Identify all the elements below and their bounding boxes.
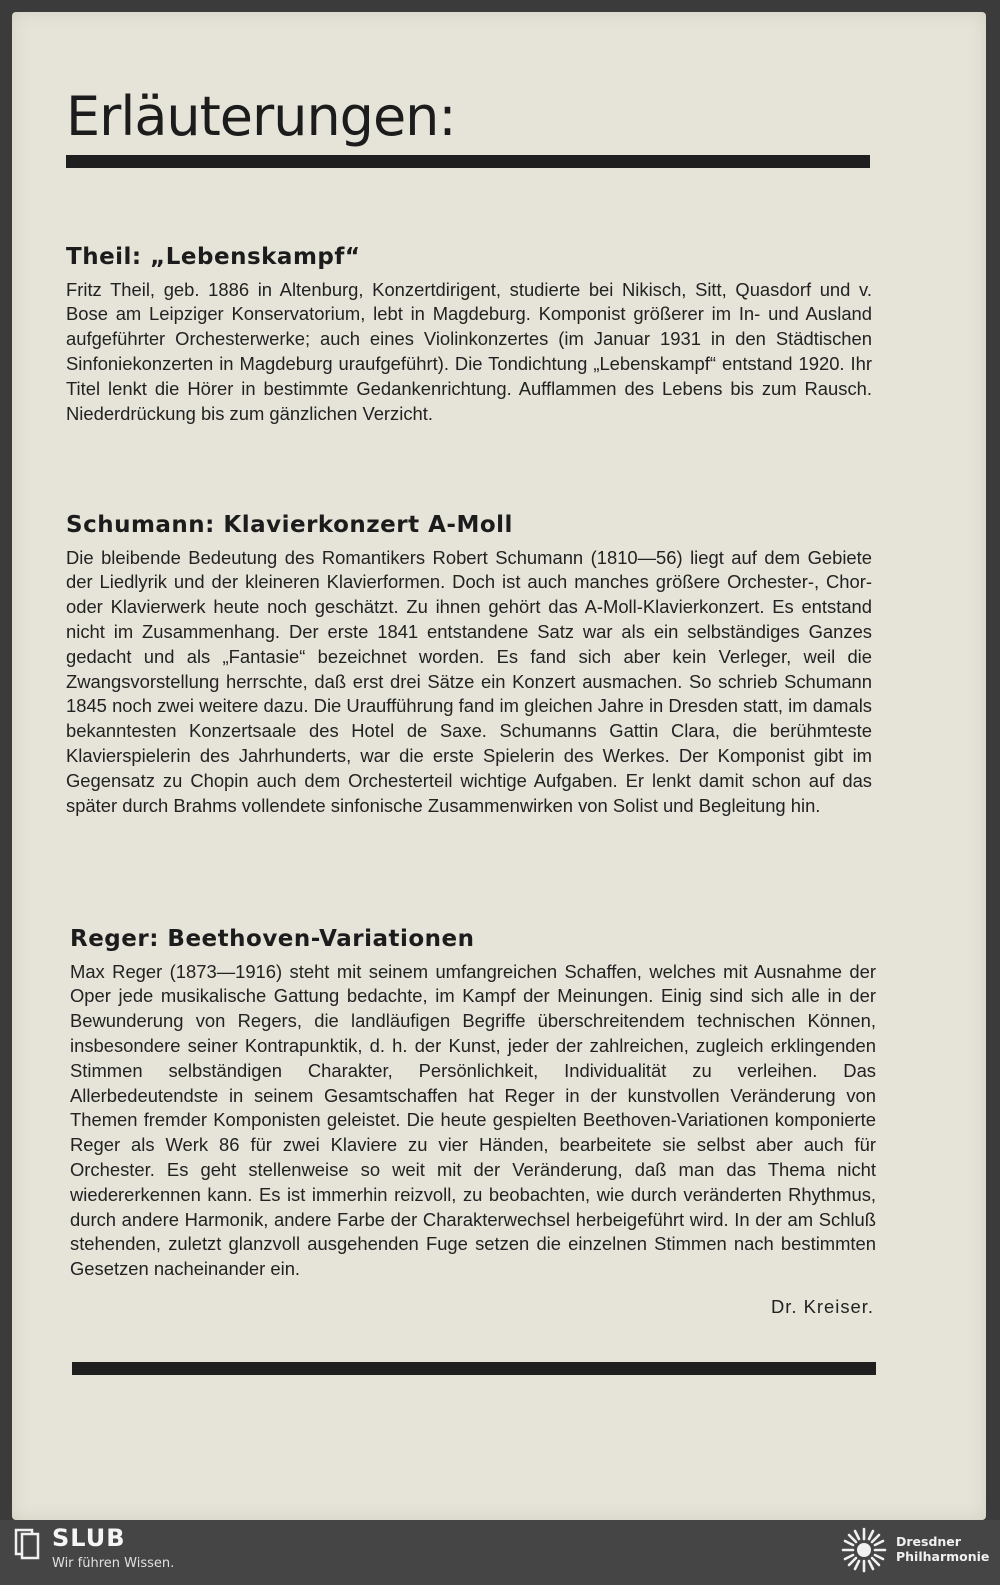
partner-name-line2: Philharmonie [896, 1549, 990, 1564]
section-body: Fritz Theil, geb. 1886 in Altenburg, Konzertdirigent, studierte bei Nikisch, Sitt, Quasdorf und v. Bose am Leipziger Konservatorium, lebt in Magdeburg. Komponist größerer im In- und Ausland aufgeführter Orchesterwerke; auch eines Violinkonzertes (im Januar 1931 in den Städtischen Sinfoniekonzerten in Magdeburg uraufgeführt). Die Tondichtung „Lebenskampf“ entstand 1920. Ihr Titel lenkt die Hörer in bestimmte Gedankenrichtung. Aufflammen des Lebens bis zum Rausch. Niederdrückung bis zum gänzlichen Verzicht. [66, 278, 872, 424]
library-name[interactable]: SLUB [52, 1524, 126, 1552]
bottom-divider-bar [72, 1362, 876, 1375]
page-title: Erläuterungen: [66, 85, 456, 148]
section-schumann [66, 512, 872, 818]
philharmonie-sunburst-icon[interactable] [840, 1526, 888, 1574]
author-signature: Dr. Kreiser. [771, 1296, 874, 1317]
section-theil [66, 244, 872, 426]
viewer-footer [0, 1520, 1000, 1585]
section-body: Max Reger (1873—1916) steht mit seinem umfangreichen Schaffen, welches mit Ausnahme der Oper jede musikalische Gattung bedachte, im Kampf der Meinungen. Einig sind sich alle in der Bewunderung von Regers, die landläufigen Begriffe überschreitendem technischen Können, insbesondere seiner Kontrapunktik, d. h. der Kunst, jeder der zahlreichen, zugleich erklingenden Stimmen selbständigen Charakter, Persönlichkeit, Individualität zu verleihen. Das Allerbedeutendste in seinem Gesamtschaffen hat Reger in der kunstvollen Veränderung von Themen fremder Komponisten geleistet. Die heute gespielten Beethoven-Variationen komponierte Reger als Werk 86 für zwei Klaviere zu vier Händen, bearbeitete sie selbst aber auch für Orchester. Es geht stellenweise so weit mit der Veränderung, daß man das Thema nicht wiedererkennen kann. Es ist immerhin reizvoll, zu beobachten, wie durch veränderten Rhythmus, durch andere Harmonik, andere Farbe der Charakterwechsel herbeigeführt wird. In der am Schluß stehenden, zuletzt glanzvoll ausgehenden Fuge setzen die einzelnen Stimmen nach bestimmten Gesetzen nacheinander ein. [70, 960, 876, 1280]
library-tagline: Wir führen Wissen. [52, 1556, 175, 1571]
section-heading: Reger: Beethoven-Variationen [70, 926, 475, 952]
section-heading: Schumann: Klavierkonzert A-Moll [66, 512, 513, 538]
partner-name[interactable] [896, 1534, 989, 1564]
partner-name-line1: Dresdner [896, 1534, 961, 1549]
section-reger [70, 926, 876, 1282]
document-page [12, 12, 986, 1520]
section-heading: Theil: „Lebenskampf“ [66, 244, 361, 270]
section-body: Die bleibende Bedeutung des Romantikers Robert Schumann (1810—56) liegt auf dem Gebiete der Liedlyrik und der kleineren Klavierformen. Doch ist auch manches größere Orchester-, Chor- oder Klavierwerk heute noch geschätzt. Zu ihnen gehört das A-Moll-Klavierkonzert. Es entstand nicht im Zusammenhang. Der erste 1841 entstandene Satz war als ein selbständiges Ganzes gedacht und als „Fantasie“ bezeichnet worden. Es fand sich aber kein Verleger, weil die Zwangsvorstellung herrschte, daß erst drei Sätze ein Konzert ausmachen. So schrieb Schumann 1845 noch zwei weitere dazu. Die Uraufführung fand im gleichen Jahre in Dresden statt, im damals bekanntesten Konzertsaale des Hotel de Saxe. Schumanns Gattin Clara, die berühmteste Klavierspielerin des Jahrhunderts, war die erste Spielerin des Werkes. Der Komponist gibt im Gegensatz zu Chopin auch dem Orchesterteil wichtige Aufgaben. Er lenkt damit schon auf das später durch Brahms vollendete sinfonische Zusammenwirken von Solist und Begleitung hin. [66, 546, 872, 816]
top-divider-bar [66, 155, 870, 168]
slub-book-icon [14, 1528, 40, 1560]
